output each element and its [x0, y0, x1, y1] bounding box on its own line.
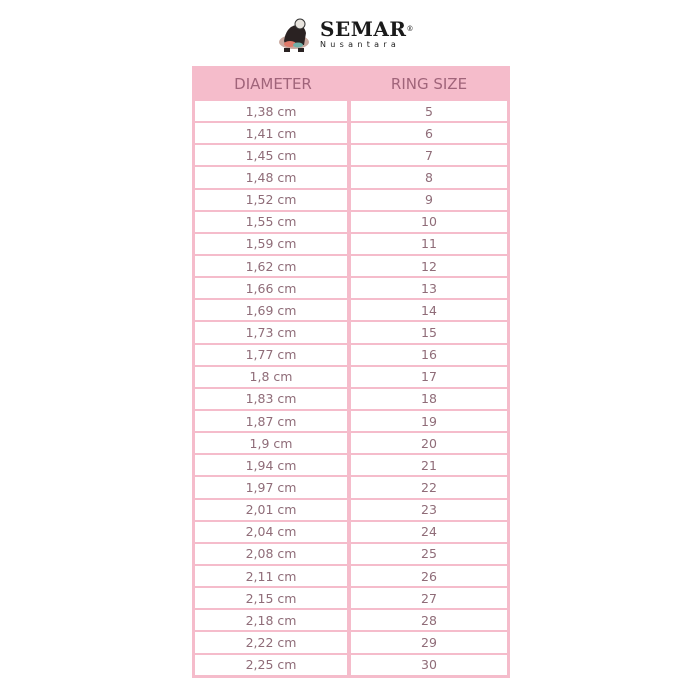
diameter-cell: 1,55 cm — [195, 212, 347, 232]
table-row — [195, 610, 507, 632]
diameter-cell: 1,8 cm — [195, 367, 347, 387]
diameter-cell: 1,48 cm — [195, 167, 347, 187]
ring-size-cell: 28 — [351, 610, 507, 630]
table-row — [195, 588, 507, 610]
table-row — [195, 212, 507, 234]
header-diameter: DIAMETER — [234, 74, 312, 93]
ring-size-cell: 14 — [351, 300, 507, 320]
table-row — [195, 389, 507, 411]
brand-name: SEMAR® — [320, 16, 414, 41]
table-row — [195, 300, 507, 322]
table-row — [195, 322, 507, 344]
ring-size-cell: 12 — [351, 256, 507, 276]
ring-size-cell: 27 — [351, 588, 507, 608]
table-row — [195, 522, 507, 544]
diameter-cell: 1,87 cm — [195, 411, 347, 431]
diameter-cell: 1,59 cm — [195, 234, 347, 254]
ring-size-cell: 26 — [351, 566, 507, 586]
table-row — [195, 655, 507, 677]
ring-size-cell: 10 — [351, 212, 507, 232]
diameter-cell: 1,66 cm — [195, 278, 347, 298]
ring-size-cell: 19 — [351, 411, 507, 431]
table-row — [195, 234, 507, 256]
table-row — [195, 256, 507, 278]
ring-size-cell: 9 — [351, 190, 507, 210]
table-row — [195, 411, 507, 433]
diameter-cell: 2,22 cm — [195, 632, 347, 652]
table-row — [195, 500, 507, 522]
ring-size-cell: 11 — [351, 234, 507, 254]
table-row — [195, 455, 507, 477]
ring-size-cell: 17 — [351, 367, 507, 387]
diameter-cell: 1,69 cm — [195, 300, 347, 320]
table-row — [195, 433, 507, 455]
table-row — [195, 477, 507, 499]
ring-size-table — [192, 66, 510, 678]
table-row — [195, 278, 507, 300]
semar-figure-icon — [276, 15, 314, 53]
table-row — [195, 566, 507, 588]
diameter-cell: 1,94 cm — [195, 455, 347, 475]
diameter-cell: 2,08 cm — [195, 544, 347, 564]
diameter-cell: 2,15 cm — [195, 588, 347, 608]
ring-size-cell: 7 — [351, 145, 507, 165]
table-row — [195, 101, 507, 123]
ring-size-cell: 20 — [351, 433, 507, 453]
table-row — [195, 145, 507, 167]
table-header — [195, 66, 507, 101]
table-row — [195, 345, 507, 367]
diameter-cell: 2,01 cm — [195, 500, 347, 520]
diameter-cell: 1,9 cm — [195, 433, 347, 453]
diameter-cell: 1,83 cm — [195, 389, 347, 409]
brand-logo — [276, 14, 414, 54]
diameter-cell: 2,04 cm — [195, 522, 347, 542]
diameter-cell: 1,41 cm — [195, 123, 347, 143]
table-row — [195, 367, 507, 389]
ring-size-cell: 30 — [351, 655, 507, 675]
ring-size-cell: 23 — [351, 500, 507, 520]
table-row — [195, 123, 507, 145]
table-row — [195, 544, 507, 566]
ring-size-cell: 24 — [351, 522, 507, 542]
ring-size-cell: 29 — [351, 632, 507, 652]
ring-size-cell: 8 — [351, 167, 507, 187]
table-row — [195, 167, 507, 189]
ring-size-cell: 5 — [351, 101, 507, 121]
header-ring-size: RING SIZE — [390, 74, 468, 93]
diameter-cell: 1,73 cm — [195, 322, 347, 342]
diameter-cell: 1,97 cm — [195, 477, 347, 497]
diameter-cell: 2,18 cm — [195, 610, 347, 630]
diameter-cell: 2,11 cm — [195, 566, 347, 586]
diameter-cell: 1,52 cm — [195, 190, 347, 210]
ring-size-cell: 16 — [351, 345, 507, 365]
table-row — [195, 632, 507, 654]
diameter-cell: 2,25 cm — [195, 655, 347, 675]
ring-size-cell: 13 — [351, 278, 507, 298]
diameter-cell: 1,45 cm — [195, 145, 347, 165]
ring-size-cell: 18 — [351, 389, 507, 409]
diameter-cell: 1,62 cm — [195, 256, 347, 276]
ring-size-cell: 22 — [351, 477, 507, 497]
ring-size-cell: 21 — [351, 455, 507, 475]
ring-size-cell: 15 — [351, 322, 507, 342]
diameter-cell: 1,38 cm — [195, 101, 347, 121]
ring-size-cell: 25 — [351, 544, 507, 564]
diameter-cell: 1,77 cm — [195, 345, 347, 365]
ring-size-cell: 6 — [351, 123, 507, 143]
table-row — [195, 190, 507, 212]
brand-subtitle: Nusantara — [320, 39, 401, 49]
